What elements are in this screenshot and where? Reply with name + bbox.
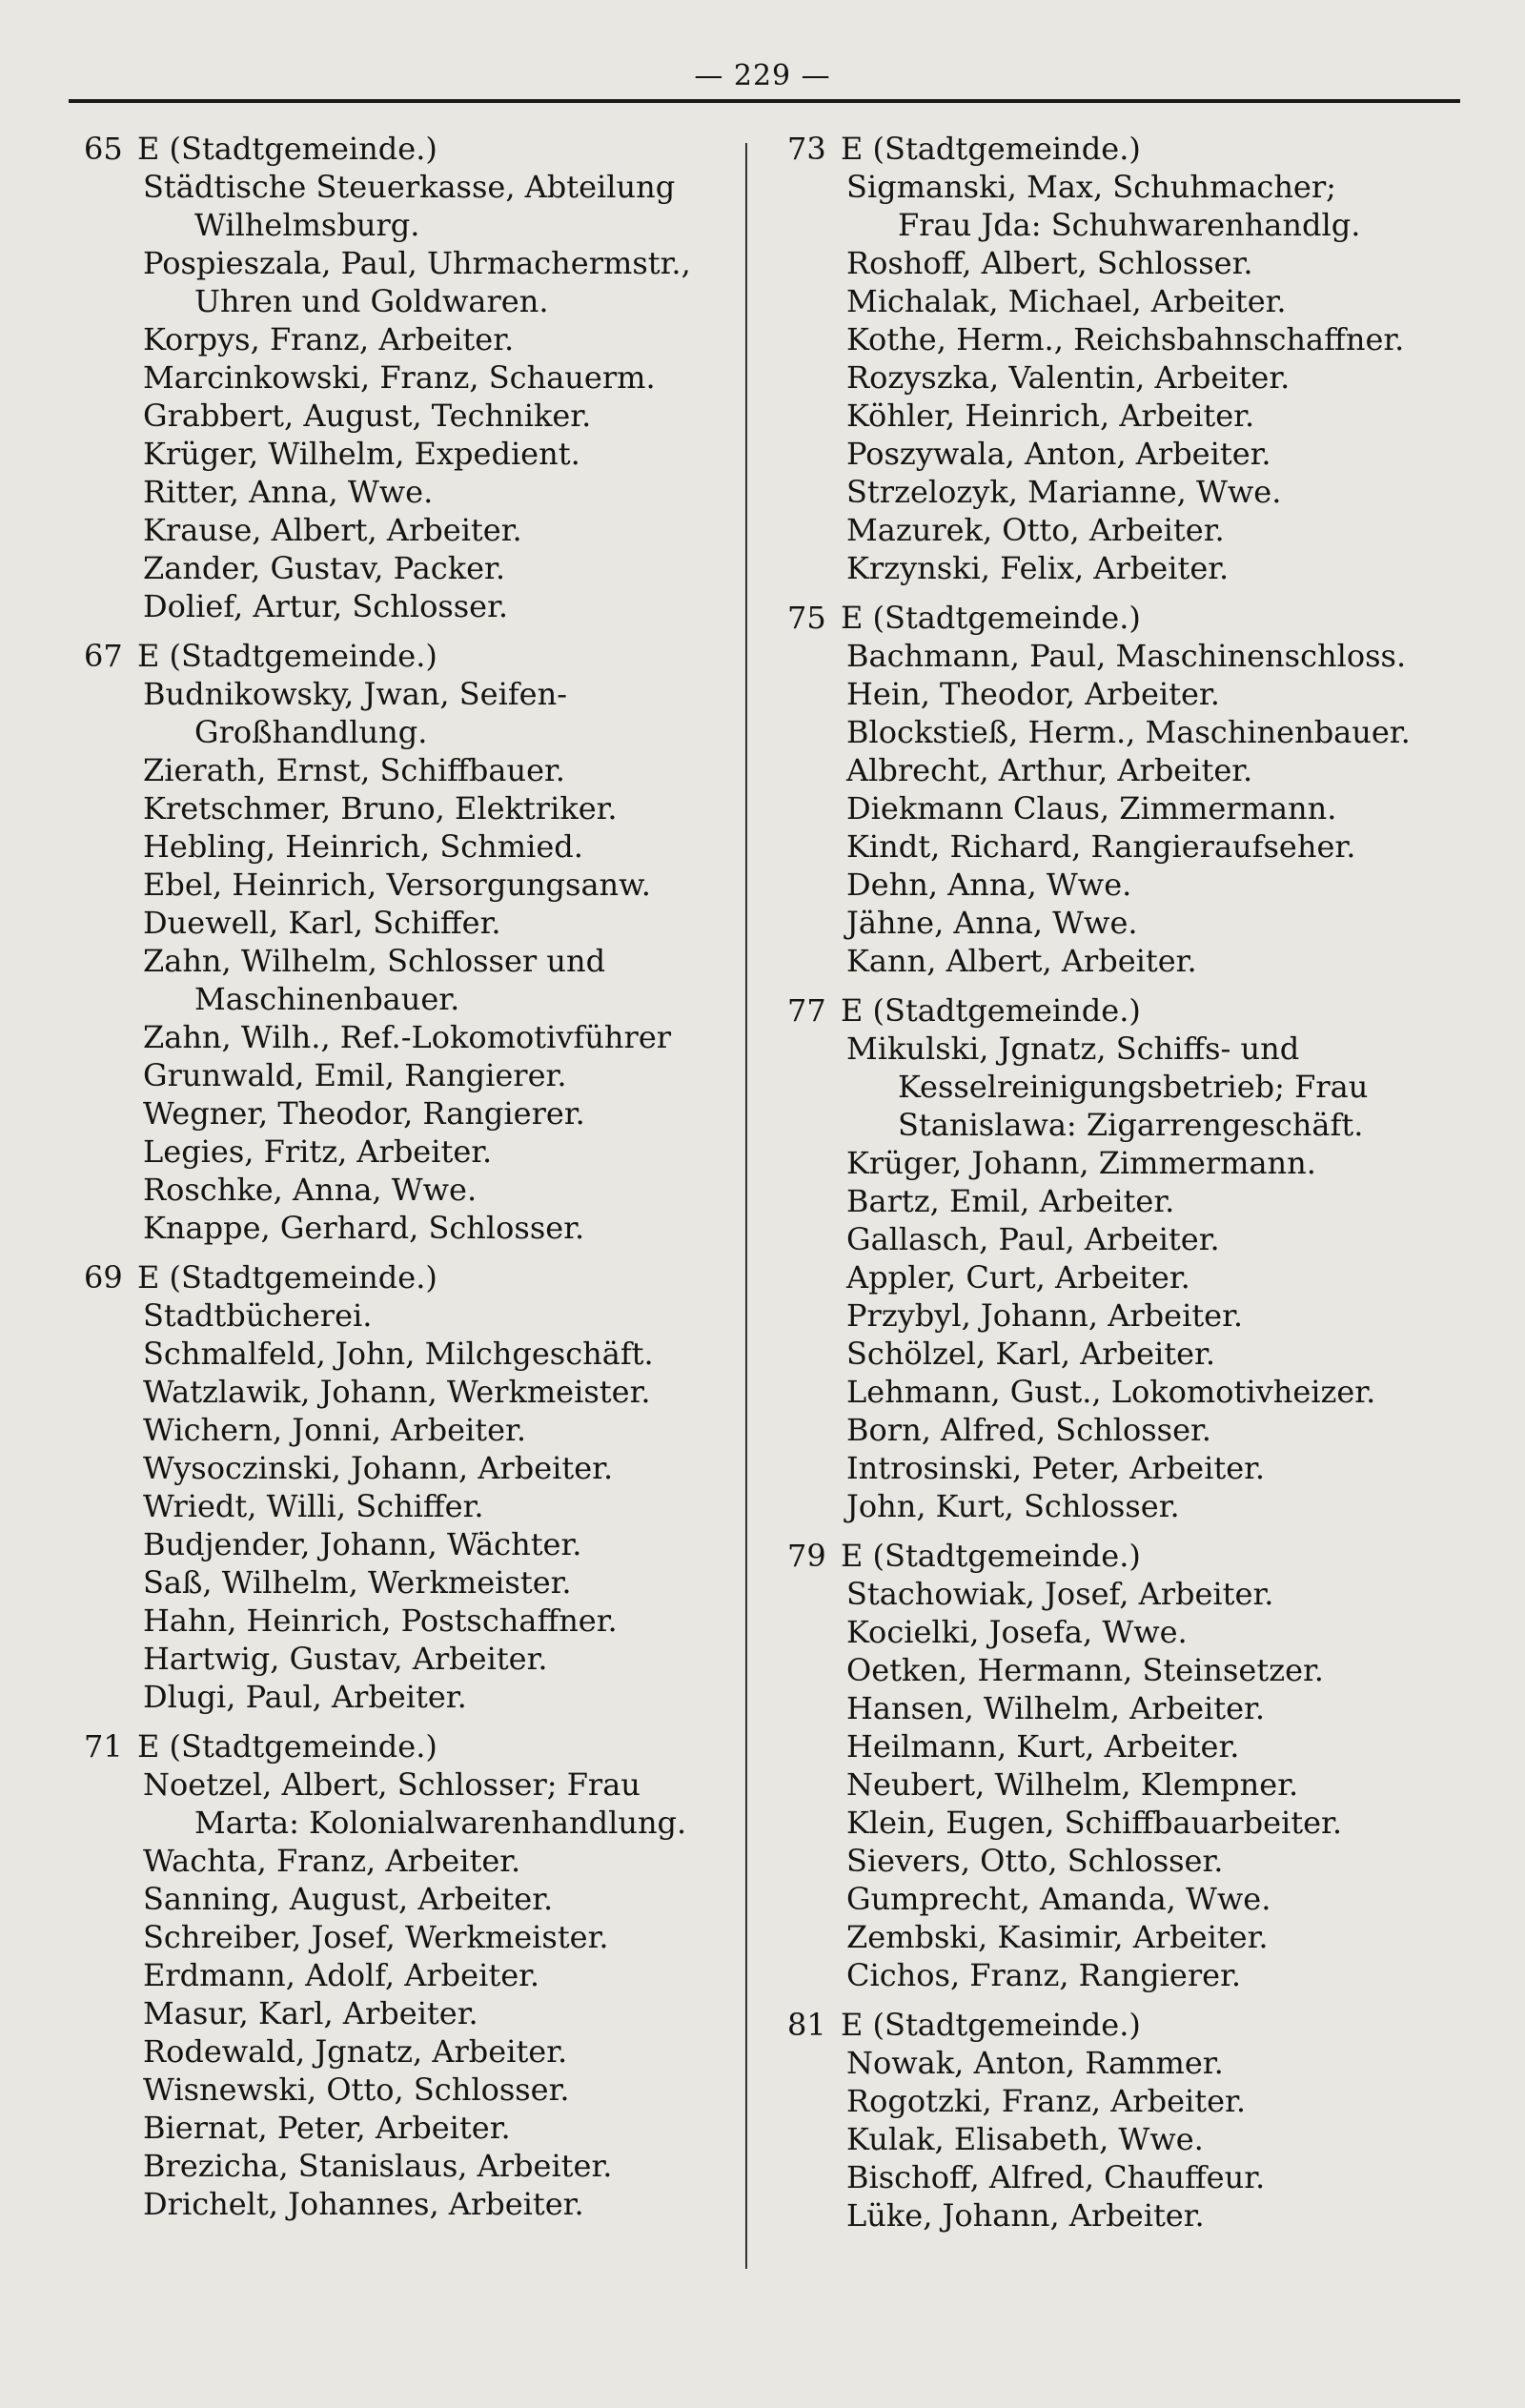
resident-entry: Budjender, Johann, Wächter.	[143, 1526, 582, 1562]
resident-entry: Mazurek, Otto, Arbeiter.	[846, 512, 1225, 548]
resident-entry: Mikulski, Jgnatz, Schiffs- und	[846, 1031, 1300, 1067]
resident-entry: Michalak, Michael, Arbeiter.	[846, 283, 1287, 319]
resident-entry: Diekmann Claus, Zimmermann.	[846, 790, 1337, 826]
resident-entry: Wysoczinski, Johann, Arbeiter.	[143, 1450, 614, 1486]
resident-entry: Dehn, Anna, Wwe.	[846, 867, 1132, 903]
house-number: 71	[84, 1728, 123, 1765]
resident-entry: Kocielki, Josefa, Wwe.	[846, 1614, 1188, 1650]
block-heading	[787, 1537, 1445, 1575]
right-column	[787, 130, 1445, 2235]
address-block	[787, 991, 1445, 1525]
resident-entry: Köhler, Heinrich, Arbeiter.	[846, 398, 1255, 434]
resident-entry: Schölzel, Karl, Arbeiter.	[846, 1336, 1215, 1372]
resident-entry: Zahn, Wilh., Ref.-Lokomotivführer	[143, 1019, 672, 1055]
block-label: E (Stadtgemeinde.)	[137, 638, 437, 674]
resident-entry: Krause, Albert, Arbeiter.	[143, 512, 522, 548]
resident-entry: Rozyszka, Valentin, Arbeiter.	[846, 359, 1291, 396]
resident-entry: Rogotzki, Franz, Arbeiter.	[846, 2083, 1246, 2119]
house-number: 65	[84, 131, 123, 167]
resident-entry: Przybyl, Johann, Arbeiter.	[846, 1297, 1244, 1334]
left-column	[84, 130, 732, 2223]
resident-entry: John, Kurt, Schlosser.	[846, 1488, 1180, 1524]
resident-entry: Duewell, Karl, Schiffer.	[143, 905, 501, 941]
resident-entry: Stachowiak, Josef, Arbeiter.	[846, 1576, 1274, 1612]
house-number: 67	[84, 638, 123, 674]
resident-entry-continuation: Wilhelmsburg.	[194, 207, 420, 243]
resident-entry: Ebel, Heinrich, Versorgungsanw.	[143, 867, 651, 903]
resident-entry: Pospieszala, Paul, Uhrmachermstr.,	[143, 245, 691, 281]
block-label: E (Stadtgemeinde.)	[841, 600, 1141, 636]
address-block	[84, 130, 732, 625]
address-block	[787, 130, 1445, 587]
resident-entry-continuation: Marta: Kolonialwarenhandlung.	[194, 1805, 687, 1841]
resident-entry: Zembski, Kasimir, Arbeiter.	[846, 1919, 1269, 1955]
resident-entry: Erdmann, Adolf, Arbeiter.	[143, 1957, 540, 1993]
resident-entry: Korpys, Franz, Arbeiter.	[143, 321, 515, 357]
resident-entry: Cichos, Franz, Rangierer.	[846, 1957, 1242, 1993]
resident-entry: Sigmanski, Max, Schuhmacher;	[846, 169, 1336, 205]
resident-entry: Hartwig, Gustav, Arbeiter.	[143, 1641, 548, 1677]
resident-entry: Lehmann, Gust., Lokomotivheizer.	[846, 1374, 1376, 1410]
address-block	[84, 637, 732, 1247]
block-heading	[787, 2006, 1445, 2044]
resident-entry: Krüger, Johann, Zimmermann.	[846, 1145, 1316, 1181]
resident-entry: Nowak, Anton, Rammer.	[846, 2045, 1224, 2081]
block-label: E (Stadtgemeinde.)	[841, 1538, 1141, 1574]
resident-entry-continuation: Uhren und Goldwaren.	[194, 283, 549, 319]
resident-entry: Sievers, Otto, Schlosser.	[846, 1843, 1224, 1879]
address-block	[787, 1537, 1445, 1994]
resident-entry: Wegner, Theodor, Rangierer.	[143, 1095, 585, 1132]
resident-entry: Wriedt, Willi, Schiffer.	[143, 1488, 484, 1524]
resident-entry: Roschke, Anna, Wwe.	[143, 1172, 478, 1208]
resident-entry: Jähne, Anna, Wwe.	[846, 905, 1138, 941]
resident-entry: Kretschmer, Bruno, Elektriker.	[143, 790, 618, 826]
resident-entry: Ritter, Anna, Wwe.	[143, 474, 434, 510]
resident-entry: Zierath, Ernst, Schiffbauer.	[143, 752, 565, 788]
resident-entry: Dolief, Artur, Schlosser.	[143, 588, 509, 624]
resident-entry: Introsinski, Peter, Arbeiter.	[846, 1450, 1266, 1486]
resident-entry: Drichelt, Johannes, Arbeiter.	[143, 2186, 584, 2222]
resident-entry: Grunwald, Emil, Rangierer.	[143, 1057, 567, 1093]
resident-entry: Hein, Theodor, Arbeiter.	[846, 676, 1220, 712]
resident-entry: Kulak, Elisabeth, Wwe.	[846, 2121, 1204, 2157]
resident-entry: Lüke, Johann, Arbeiter.	[846, 2197, 1205, 2234]
resident-entry: Krüger, Wilhelm, Expedient.	[143, 436, 580, 472]
resident-entry: Watzlawik, Johann, Werkmeister.	[143, 1374, 651, 1410]
address-block	[84, 1258, 732, 1716]
block-label: E (Stadtgemeinde.)	[841, 131, 1141, 167]
house-number: 79	[787, 1538, 826, 1574]
resident-entry-continuation: Stanislawa: Zigarrengeschäft.	[898, 1107, 1364, 1143]
resident-entry: Bartz, Emil, Arbeiter.	[846, 1183, 1175, 1219]
resident-entry: Hebling, Heinrich, Schmied.	[143, 828, 583, 865]
header-rule	[69, 99, 1460, 103]
block-label: E (Stadtgemeinde.)	[841, 2007, 1141, 2043]
resident-entry: Appler, Curt, Arbeiter.	[846, 1259, 1190, 1296]
resident-entry: Kann, Albert, Arbeiter.	[846, 943, 1197, 979]
block-heading	[787, 599, 1445, 637]
resident-entry: Hansen, Wilhelm, Arbeiter.	[846, 1690, 1265, 1726]
resident-entry: Schreiber, Josef, Werkmeister.	[143, 1919, 609, 1955]
block-heading	[84, 130, 732, 168]
house-number: 81	[787, 2007, 826, 2043]
resident-entry: Zahn, Wilhelm, Schlosser und	[143, 943, 606, 979]
resident-entry: Strzelozyk, Marianne, Wwe.	[846, 474, 1282, 510]
resident-entry: Wichern, Jonni, Arbeiter.	[143, 1412, 526, 1448]
resident-entry-continuation: Großhandlung.	[194, 714, 428, 750]
resident-entry: Städtische Steuerkasse, Abteilung	[143, 169, 676, 205]
resident-entry: Noetzel, Albert, Schlosser; Frau	[143, 1766, 640, 1803]
resident-entry: Kothe, Herm., Reichsbahnschaffner.	[846, 321, 1405, 357]
resident-entry: Sanning, August, Arbeiter.	[143, 1881, 554, 1917]
block-label: E (Stadtgemeinde.)	[137, 131, 437, 167]
resident-entry: Blockstieß, Herm., Maschinenbauer.	[846, 714, 1411, 750]
resident-entry: Neubert, Wilhelm, Klempner.	[846, 1766, 1299, 1803]
resident-entry: Oetken, Hermann, Steinsetzer.	[846, 1652, 1324, 1688]
address-block	[787, 599, 1445, 980]
resident-entry: Budnikowsky, Jwan, Seifen-	[143, 676, 568, 712]
resident-entry: Hahn, Heinrich, Postschaffner.	[143, 1602, 618, 1639]
resident-entry: Marcinkowski, Franz, Schauerm.	[143, 359, 656, 396]
resident-entry: Masur, Karl, Arbeiter.	[143, 1995, 478, 2031]
resident-entry: Roshoff, Albert, Schlosser.	[846, 245, 1253, 281]
resident-entry: Gumprecht, Amanda, Wwe.	[846, 1881, 1271, 1917]
resident-entry: Rodewald, Jgnatz, Arbeiter.	[143, 2033, 568, 2070]
resident-entry: Gallasch, Paul, Arbeiter.	[846, 1221, 1220, 1257]
resident-entry: Bachmann, Paul, Maschinenschloss.	[846, 638, 1407, 674]
address-block	[787, 2006, 1445, 2235]
block-label: E (Stadtgemeinde.)	[841, 992, 1141, 1029]
block-heading	[84, 637, 732, 675]
resident-entry-continuation: Kesselreinigungsbetrieb; Frau	[898, 1069, 1369, 1105]
block-label: E (Stadtgemeinde.)	[137, 1259, 437, 1296]
resident-entry: Heilmann, Kurt, Arbeiter.	[846, 1728, 1240, 1765]
house-number: 77	[787, 992, 826, 1029]
resident-entry: Klein, Eugen, Schiffbauarbeiter.	[846, 1805, 1342, 1841]
resident-entry: Kindt, Richard, Rangieraufseher.	[846, 828, 1356, 865]
block-heading	[84, 1727, 732, 1765]
resident-entry: Saß, Wilhelm, Werkmeister.	[143, 1564, 572, 1601]
resident-entry: Dlugi, Paul, Arbeiter.	[143, 1679, 467, 1715]
resident-entry: Bischoff, Alfred, Chauffeur.	[846, 2159, 1266, 2195]
resident-entry: Born, Alfred, Schlosser.	[846, 1412, 1211, 1448]
page-number: — 229 —	[694, 59, 831, 92]
resident-entry: Grabbert, August, Techniker.	[143, 398, 592, 434]
resident-entry: Albrecht, Arthur, Arbeiter.	[846, 752, 1253, 788]
address-block	[84, 1727, 732, 2223]
resident-entry: Knappe, Gerhard, Schlosser.	[143, 1210, 585, 1246]
resident-entry: Stadtbücherei.	[143, 1297, 373, 1334]
resident-entry: Legies, Fritz, Arbeiter.	[143, 1133, 493, 1170]
block-heading	[787, 130, 1445, 168]
block-heading	[84, 1258, 732, 1296]
resident-entry: Zander, Gustav, Packer.	[143, 550, 505, 586]
column-divider	[745, 143, 747, 2269]
resident-entry: Krzynski, Felix, Arbeiter.	[846, 550, 1230, 586]
resident-entry: Wachta, Franz, Arbeiter.	[143, 1843, 521, 1879]
house-number: 73	[787, 131, 826, 167]
resident-entry-continuation: Maschinenbauer.	[194, 981, 460, 1017]
resident-entry: Brezicha, Stanislaus, Arbeiter.	[143, 2148, 613, 2184]
resident-entry-continuation: Frau Jda: Schuhwarenhandlg.	[898, 207, 1361, 243]
resident-entry: Schmalfeld, John, Milchgeschäft.	[143, 1336, 654, 1372]
house-number: 75	[787, 600, 826, 636]
block-label: E (Stadtgemeinde.)	[137, 1728, 437, 1765]
resident-entry: Wisnewski, Otto, Schlosser.	[143, 2071, 570, 2108]
resident-entry: Biernat, Peter, Arbeiter.	[143, 2110, 511, 2146]
block-heading	[787, 991, 1445, 1030]
resident-entry: Poszywala, Anton, Arbeiter.	[846, 436, 1271, 472]
house-number: 69	[84, 1259, 123, 1296]
